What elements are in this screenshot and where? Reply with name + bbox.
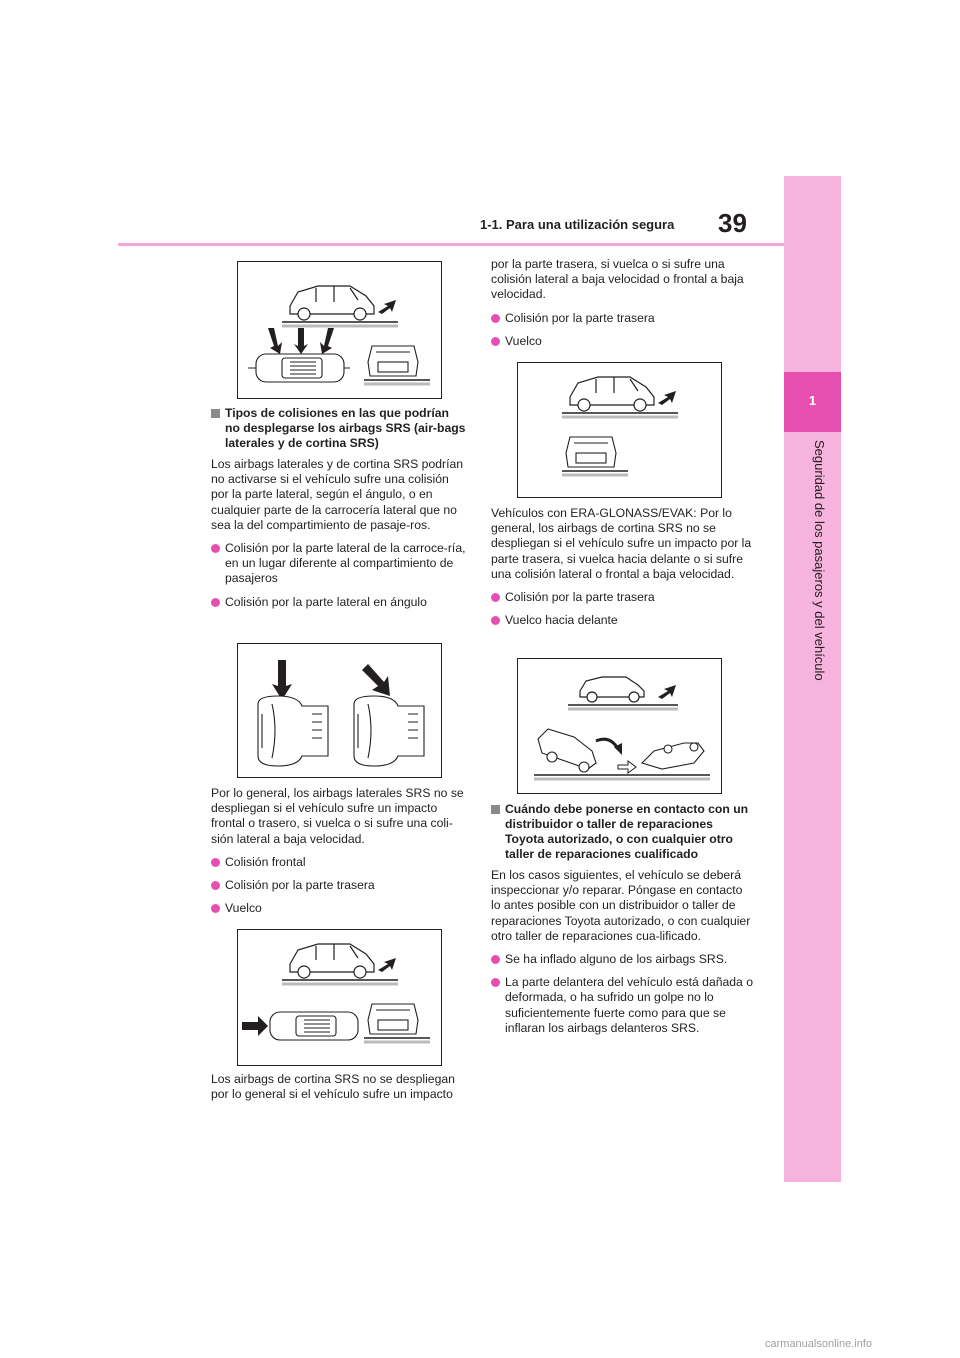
list-item: La parte delantera del vehículo está dañada o deformada, o ha sufrido un golpe no lo suficientemente fuerte como para que se inflaran los airbags delanteros SRS. [491, 975, 753, 1036]
page-number: 39 [718, 208, 747, 238]
figure-illustration [518, 659, 721, 793]
figure-illustration [518, 363, 721, 497]
right-column-bottom [491, 802, 753, 1044]
list-item: Vuelco [211, 901, 467, 916]
figure-illustration [238, 930, 441, 1065]
left-column-bottom [211, 1072, 467, 1110]
list-item: Se ha inflado alguno de los airbags SRS. [491, 952, 753, 967]
figure-illustration [238, 644, 441, 777]
paragraph: por la parte trasera, si vuelca o si sufre una colisión lateral a baja velocidad o frontal a baja velocidad. [491, 257, 744, 302]
figure-illustration [238, 262, 441, 398]
header-rule [118, 243, 784, 246]
list-item: Colisión por la parte trasera [211, 878, 467, 893]
heading-side-curtain: Tipos de colisiones en las que podrían no desplegarse los airbags SRS (air-bags laterales y de cortina SRS) [211, 406, 467, 451]
left-column-top [211, 406, 467, 618]
right-column-top [491, 257, 753, 357]
list-item: Colisión por la parte trasera [491, 590, 753, 605]
list-item: Vuelco hacia delante [491, 613, 753, 628]
right-column-middle [491, 506, 753, 636]
paragraph: Por lo general, los airbags laterales SRS no se despliegan si el vehículo sufre un impacto frontal o trasero, si vuelca o si sufre una coli-sión lateral a baja velocidad. [211, 786, 464, 846]
figure-forward-rollover [517, 658, 722, 794]
section-title: 1-1. Para una utilización segura [480, 217, 675, 232]
list-item: Colisión frontal [211, 855, 467, 870]
figure-curtain-no-deploy [237, 929, 442, 1066]
paragraph: En los casos siguientes, el vehículo se deberá inspeccionar y/o reparar. Póngase en contacto lo antes posible con un distribuidor o taller de reparaciones Toyota autorizado, o con cualquier otro taller de reparaciones cua-lificado. [491, 868, 751, 943]
list-item: Colisión por la parte lateral de la carroce-ría, en un lugar diferente al compartimiento de pasajeros [211, 541, 467, 587]
paragraph: Los airbags laterales y de cortina SRS podrían no activarse si el vehículo sufre una colisión por la parte lateral, según el ángulo, o en cualquier parte de la carrocería lateral que no sea la del compartimiento de pasaje-ros. [211, 457, 464, 532]
heading-contact-dealer: Cuándo debe ponerse en contacto con un distribuidor o taller de reparaciones Toyota autorizado, o con cualquier otro taller de reparaciones cualificado [491, 802, 753, 862]
paragraph: Vehículos con ERA-GLONASS/EVAK: Por lo general, los airbags de cortina SRS no se despliegan si el vehículo sufre un impacto por la parte trasera, si vuelca hacia delante o si sufre una colisión lateral o frontal a baja velocidad. [491, 506, 752, 581]
list-item: Colisión por la parte lateral en ángulo [211, 595, 467, 610]
paragraph: Los airbags de cortina SRS no se despliegan por lo general si el vehículo sufre un impacto [211, 1072, 455, 1102]
list-item: Vuelco [491, 334, 753, 349]
left-column-middle [211, 786, 467, 924]
chapter-title: Seguridad de los pasajeros y del vehículo [812, 440, 827, 681]
chapter-tab-number: 1 [808, 393, 817, 408]
figure-side-angle-collision [237, 643, 442, 778]
list-item: Colisión por la parte trasera [491, 311, 753, 326]
watermark: carmanualsonline.info [765, 1338, 873, 1350]
figure-rear-and-rollover [517, 362, 722, 498]
figure-side-collision-non-passenger [237, 261, 442, 399]
